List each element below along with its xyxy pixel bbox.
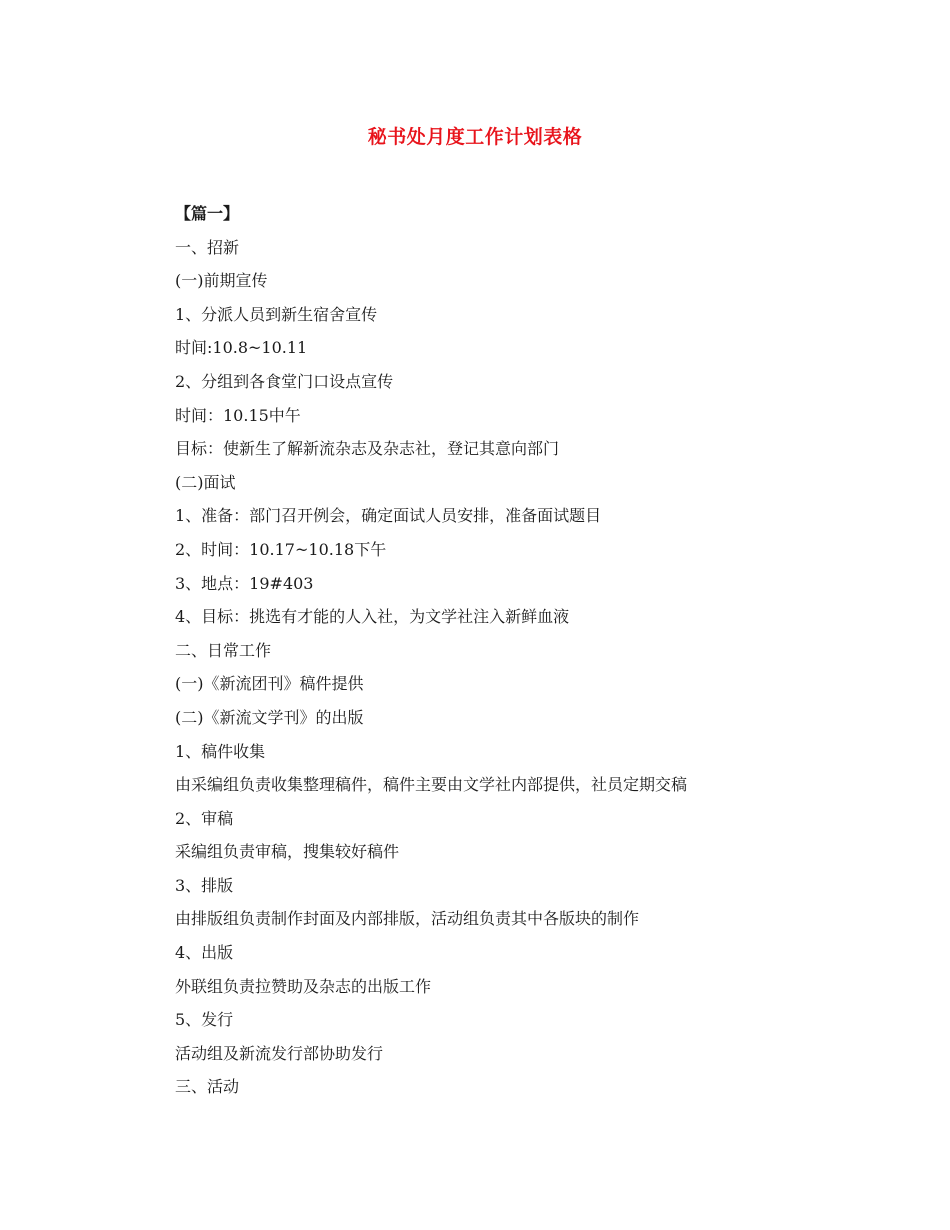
text-line: 4、目标：挑选有才能的人入社，为文学社注入新鲜血液: [175, 607, 570, 627]
document-title: 秘书处月度工作计划表格: [367, 126, 583, 148]
text-line: 由排版组负责制作封面及内部排版，活动组负责其中各版块的制作: [175, 909, 640, 929]
text-line: 目标：使新生了解新流杂志及杂志社，登记其意向部门: [175, 439, 560, 459]
text-line: 1、稿件收集: [175, 741, 266, 761]
text-line: 外联组负责拉赞助及杂志的出版工作: [175, 976, 432, 996]
text-line: 1、分派人员到新生宿舍宣传: [175, 304, 378, 324]
text-line: (一)《新流团刊》稿件提供: [175, 674, 364, 694]
text-line: 时间：10.15中午: [175, 405, 301, 425]
text-line: 3、排版: [175, 875, 234, 895]
text-line: (二)《新流文学刊》的出版: [175, 707, 364, 727]
text-line: 二、日常工作: [175, 640, 272, 660]
text-line: (一)前期宣传: [175, 271, 268, 291]
text-line: 2、分组到各食堂门口设点宣传: [175, 371, 394, 391]
text-line: 时间:10.8~10.11: [175, 338, 308, 358]
text-line: 4、出版: [175, 943, 234, 963]
text-line: 活动组及新流发行部协助发行: [175, 1043, 384, 1063]
text-line: 三、活动: [175, 1077, 240, 1097]
text-line: 5、发行: [175, 1010, 234, 1030]
document-body: [175, 197, 895, 1104]
section-heading: 【篇一】: [175, 204, 240, 223]
text-line: 一、招新: [175, 237, 240, 257]
text-line: (二)面试: [175, 472, 236, 492]
text-line: 2、时间：10.17~10.18下午: [175, 539, 387, 559]
text-line: 1、准备：部门召开例会，确定面试人员安排，准备面试题目: [175, 506, 602, 526]
text-line: 采编组负责审稿，搜集较好稿件: [175, 842, 400, 862]
text-line: 3、地点：19#403: [175, 573, 314, 593]
text-line: 由采编组负责收集整理稿件，稿件主要由文学社内部提供，社员定期交稿: [175, 775, 688, 795]
text-line: 2、审稿: [175, 808, 234, 828]
